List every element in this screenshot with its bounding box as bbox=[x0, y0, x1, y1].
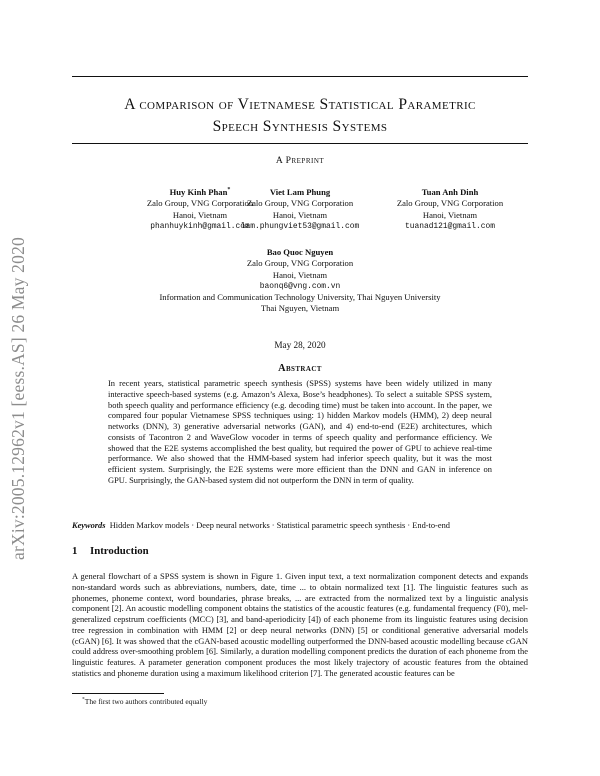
author-block-2 bbox=[215, 187, 385, 232]
author-name: Viet Lam Phung bbox=[269, 187, 331, 197]
introduction-paragraph: A general flowchart of a SPSS system is shown in Figure 1. Given input text, a text normalization component detects and expands non-standard words such as abbreviations, numbers, date, time ... to obtain normalized text [1]. The linguistic features such as phonemes, phoneme context, word boundaries, phrase breaks, ... are extracted from the normalized text by a linguistic analysis component [2]. An acoustic modelling component obtains the statistics of the acoustic features (e.g. fundamental frequency (F0), mel-generalized cepstrum coefficients (MCC) [3], and band-aperiodicity [4]) of each phoneme from its linguistic features using decision tree regression in combination with HMM [2] or deep neural networks (DNN) [5] or conditional generative adversarial models (cGAN) [6]. It was showed that the cGAN-based acoustic modelling outperformed the DNN-based acoustic modelling because cGAN could address over-smoothing problem [6]. Similarly, a duration modelling component predicts the duration of each phoneme from the linguistic features. A parameter generation component produces the most likely trajectory of acoustic features from the obtained statistics and phoneme duration using a maximum likelihood criterion [7]. The generated acoustic features can be bbox=[72, 571, 528, 678]
author-name: Huy Kinh Phan* bbox=[169, 187, 231, 197]
footnote-text: The first two authors contributed equally bbox=[84, 697, 208, 706]
abstract-text: In recent years, statistical parametric speech synthesis (SPSS) systems have been widely utilized in many interactive speech-based systems (e.g. Amazon’s Alexa, Bose’s headphones). To select a suitable SPSS system, both speech quality and performance efficiency (e.g. decoding time) must be taken into account. In the paper, we compared four popular Vietnamese SPSS techniques using: 1) hidden Markov models (HMM), 2) deep neural networks (DNN), 3) generative adversarial networks (GAN), and 4) end-to-end (E2E) architectures, which consists of Tacontron 2 and WaveGlow vocoder in terms of speech quality and performance efficiency. We showed that the E2E systems accomplished the best quality, but required the power of GPU to achieve real-time performance. We also showed that the HMM-based system had inferior speech quality, but it was the most efficient system. Surprisingly, the E2E systems were more efficient than the DNN and GAN in inference on GPU. Surprisingly, the GAN-based system did not outperform the DNN in term of quality. bbox=[108, 378, 492, 485]
arxiv-identifier[interactable]: arXiv:2005.12962v1 [eess.AS] 26 May 2020 bbox=[8, 237, 28, 560]
author-block-3 bbox=[365, 187, 535, 232]
title-rule-bottom bbox=[72, 143, 528, 144]
author-name: Bao Quoc Nguyen bbox=[266, 247, 334, 257]
author-email[interactable]: phanhuykinh@gmail.com bbox=[150, 221, 250, 231]
keywords-list: Hidden Markov models · Deep neural networks · Statistical parametric speech synthesis · End-to-end bbox=[109, 521, 450, 530]
footnote-rule bbox=[72, 693, 164, 694]
author-name: Tuan Anh Dinh bbox=[421, 187, 479, 197]
section-number: 1 bbox=[72, 545, 78, 557]
section-heading bbox=[72, 545, 149, 557]
paper-date: May 28, 2020 bbox=[274, 340, 326, 350]
keywords-label: Keywords bbox=[72, 521, 106, 530]
author-block-4 bbox=[100, 247, 500, 315]
author-affiliation: Zalo Group, VNG Corporation bbox=[146, 198, 254, 209]
author-location: Hanoi, Vietnam bbox=[272, 269, 328, 280]
author-affiliation: Zalo Group, VNG Corporation bbox=[396, 198, 504, 209]
footnote bbox=[82, 697, 207, 707]
author-location: Hanoi, Vietnam bbox=[422, 209, 478, 220]
author-location: Hanoi, Vietnam bbox=[272, 209, 328, 220]
author-email[interactable]: tuanad121@gmail.com bbox=[405, 221, 495, 231]
author-affiliation: Zalo Group, VNG Corporation bbox=[246, 258, 354, 269]
title-rule-top bbox=[72, 76, 528, 77]
title-line-2: Speech Synthesis Systems bbox=[212, 118, 388, 135]
author-email[interactable]: lam.phungviet53@gmail.com bbox=[240, 221, 360, 231]
footnote-marker: * bbox=[227, 187, 231, 194]
keywords-line bbox=[72, 520, 532, 531]
section-title: Introduction bbox=[90, 545, 149, 557]
author-location-2: Thai Nguyen, Vietnam bbox=[260, 303, 340, 314]
author-location: Hanoi, Vietnam bbox=[172, 209, 228, 220]
paper-title bbox=[72, 94, 528, 138]
preprint-label: A Preprint bbox=[275, 155, 325, 166]
author-affiliation: Zalo Group, VNG Corporation bbox=[246, 198, 354, 209]
abstract-heading: Abstract bbox=[278, 363, 322, 374]
author-email[interactable]: baonq6@vng.com.vn bbox=[259, 281, 341, 291]
footnote-mark: * bbox=[82, 696, 85, 703]
title-line-1: A comparison of Vietnamese Statistical Parametric bbox=[124, 96, 476, 113]
author-affiliation-2: Information and Communication Technology University, Thai Nguyen University bbox=[159, 292, 441, 303]
